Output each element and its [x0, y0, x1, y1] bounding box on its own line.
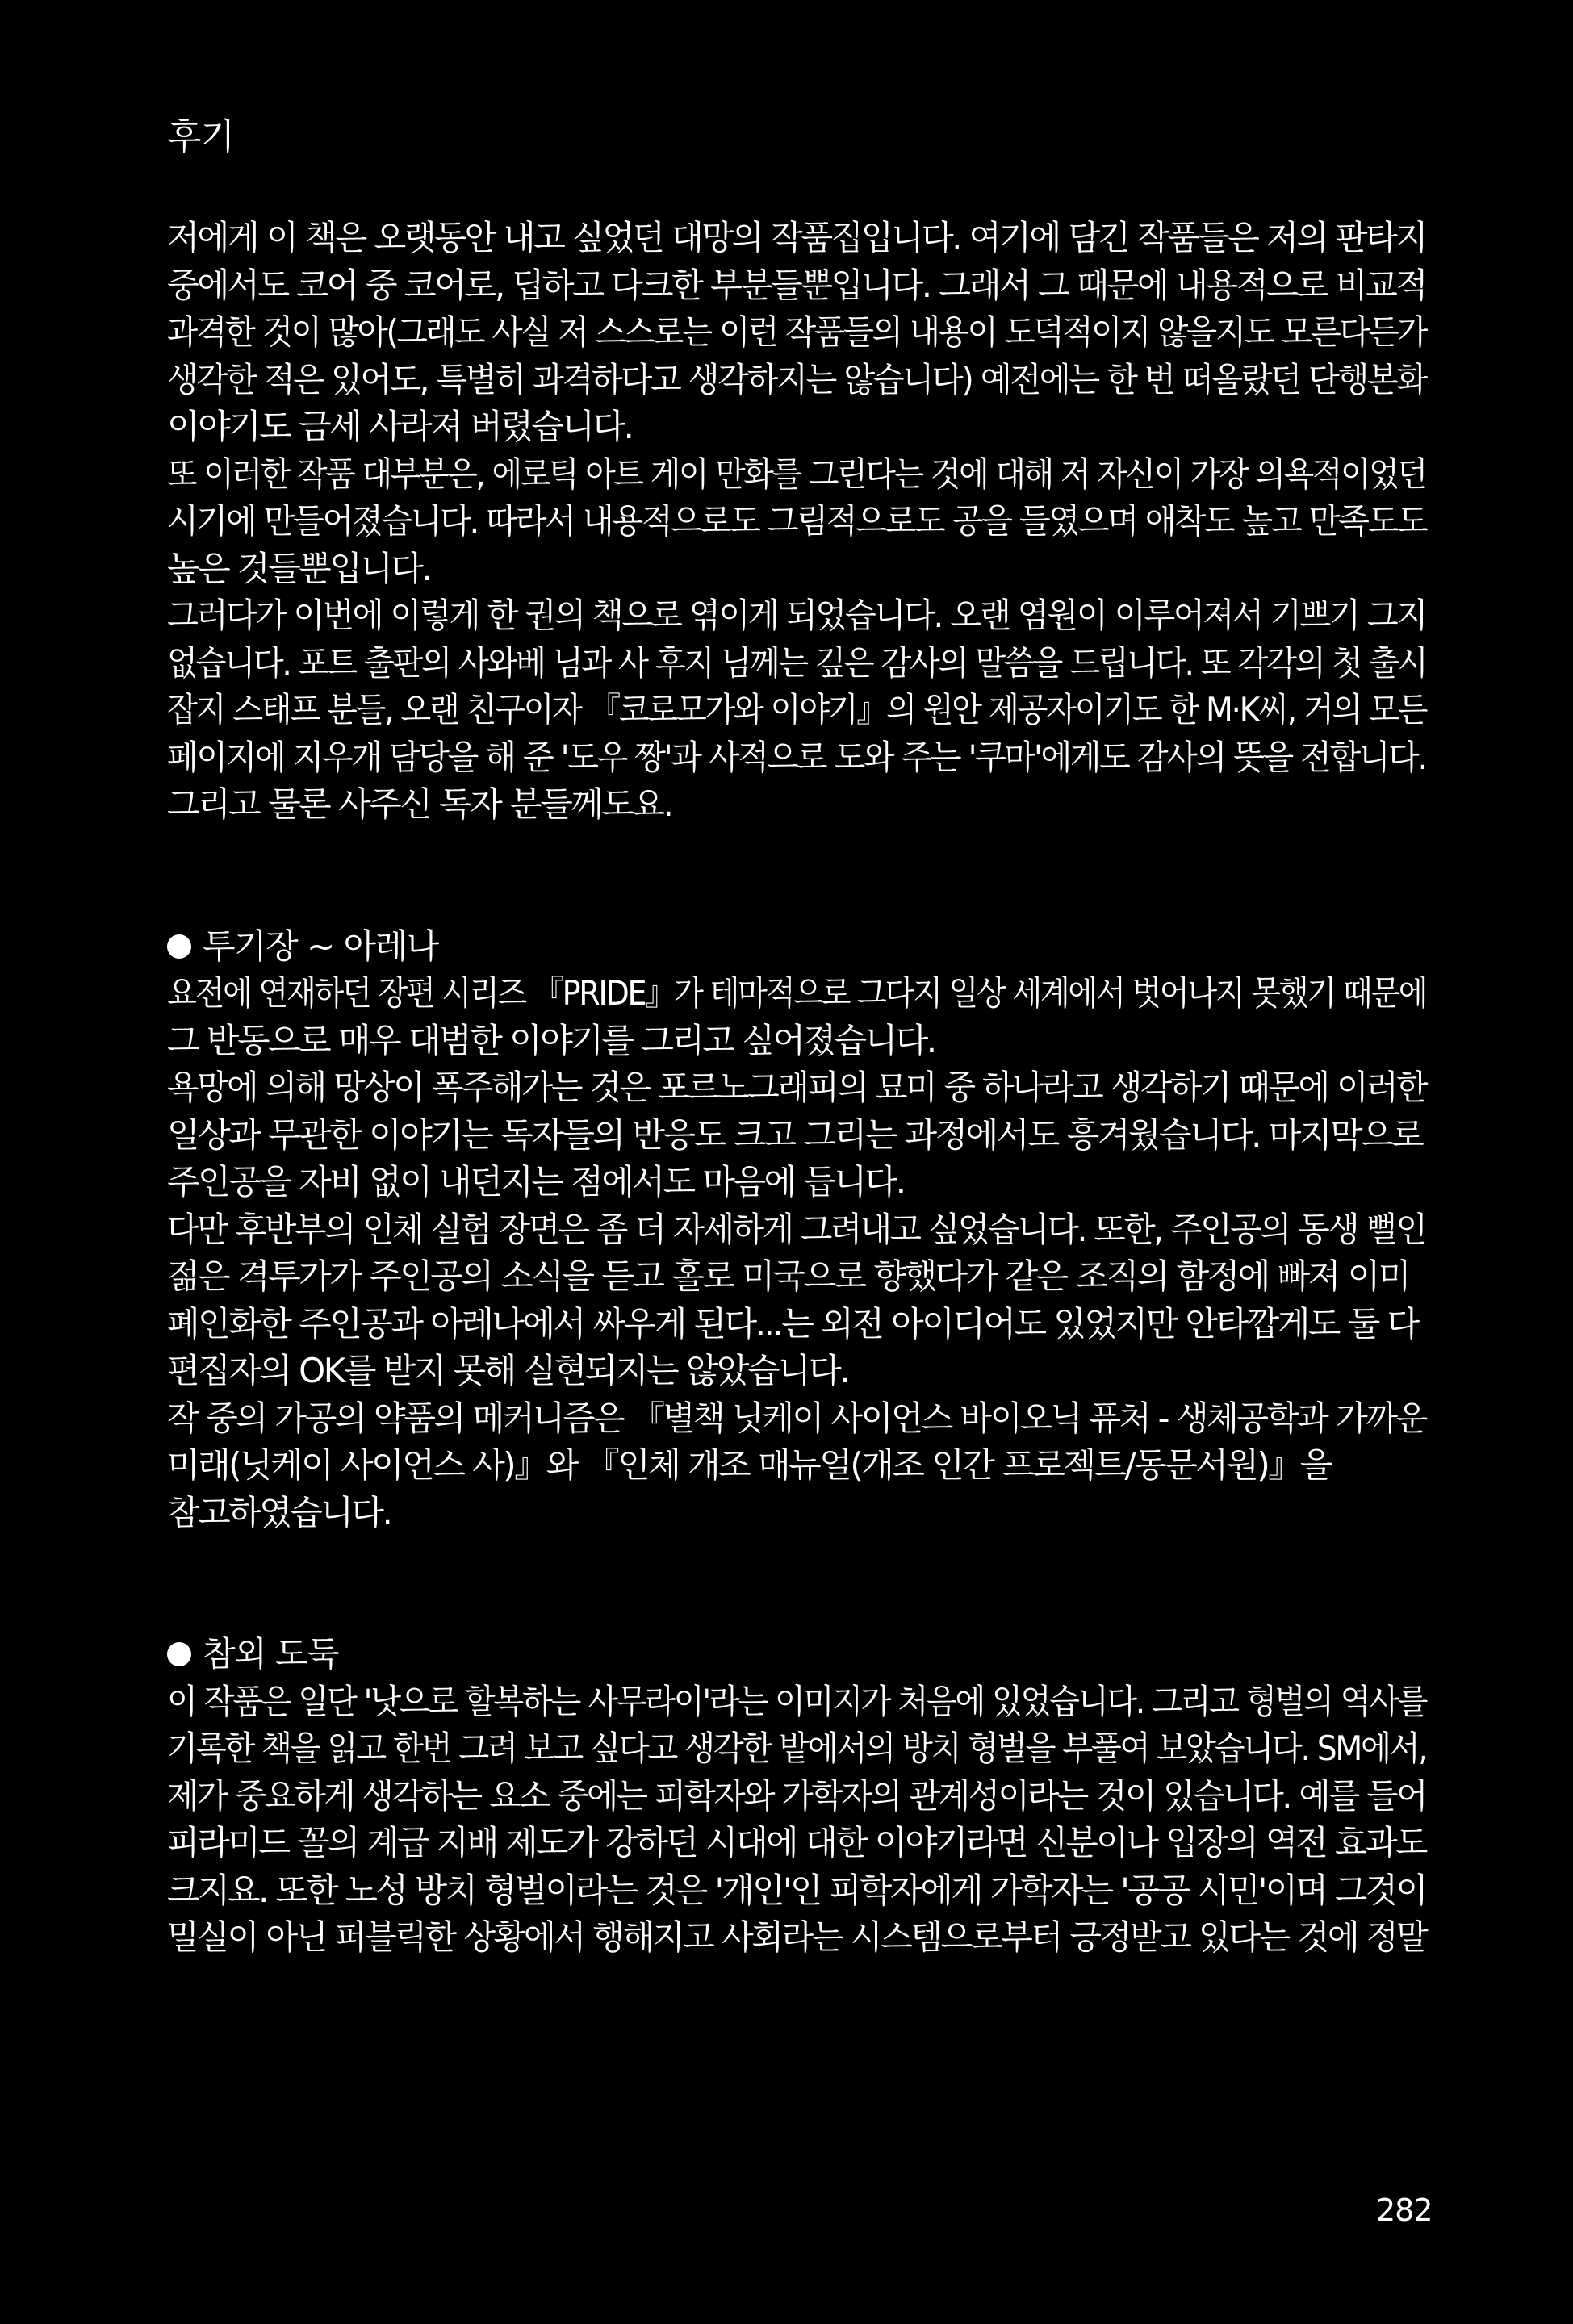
text-line: 그러다가 이번에 이렇게 한 권의 책으로 엮이게 되었습니다. 오랜 염원이 이루어져서 기쁘기 그지 — [167, 596, 1426, 635]
text-line: 이야기도 금세 사라져 버렸습니다. — [167, 407, 633, 446]
text-line: 참고하였습니다. — [167, 1492, 391, 1532]
text-line: 과격한 것이 많아(그래도 사실 저 스스로는 이런 작품들의 내용이 도덕적이지 않을지도 모른다든가 — [167, 312, 1427, 352]
text-line: 작 중의 가공의 약품의 메커니즘은 『별책 닛케이 사이언스 바이오닉 퓨처 - 생체공학과 가까운 — [167, 1398, 1427, 1438]
text-line: 일상과 무관한 이야기는 독자들의 반응도 크고 그리는 과정에서도 흥겨웠습니다. 마지막으로 — [167, 1114, 1423, 1155]
text-line: 페이지에 지우개 담당을 해 준 '도우 짱'과 사적으로 도와 주는 '쿠마'에게도 감사의 뜻을 전합니다. — [167, 737, 1426, 777]
text-line: 이 작품은 일단 '낫으로 할복하는 사무라이'라는 이미지가 처음에 있었습니다. 그리고 형벌의 역사를 — [167, 1681, 1427, 1721]
text-line: 그리고 물론 사주신 독자 분들께도요. — [167, 784, 672, 824]
text-line: 편집자의 OK를 받지 못해 실현되지는 않았습니다. — [167, 1351, 849, 1390]
text-line: 중에서도 코어 중 코어로, 딥하고 다크한 부분들뿐입니다. 그래서 그 때문에 내용적으로 비교적 — [167, 265, 1426, 305]
text-line: 크지요. 또한 노성 방치 형벌이라는 것은 '개인'인 피학자에게 가학자는 '공공 시민'이며 그것이 — [167, 1870, 1427, 1910]
section-title-text: 투기장 ~ 아레나 — [203, 926, 438, 966]
text-line: 밀실이 아닌 퍼블릭한 상황에서 행해지고 사회라는 시스템으로부터 긍정받고 있다는 것에 정말 — [167, 1917, 1427, 1957]
afterword-body — [167, 215, 1426, 1962]
page-heading: 후기 — [167, 116, 235, 157]
text-line: 피라미드 꼴의 계급 지배 제도가 강하던 시대에 대한 이야기라면 신분이나 입장의 역전 효과도 — [167, 1823, 1426, 1862]
paragraph-spacer — [167, 1536, 1426, 1631]
text-line: 또 이러한 작품 대부분은, 에로틱 아트 게이 만화를 그린다는 것에 대해 저 자신이 가장 의욕적이었던 — [167, 454, 1426, 494]
filled-circle-bullet-icon — [167, 1642, 191, 1666]
text-line: 그 반동으로 매우 대범한 이야기를 그리고 싶어졌습니다. — [167, 1020, 935, 1060]
section-title — [167, 1631, 1426, 1678]
section-arena — [167, 923, 1426, 1537]
text-line: 다만 후반부의 인체 실험 장면은 좀 더 자세하게 그려내고 싶었습니다. 또한, 주인공의 동생 뻘인 — [167, 1209, 1426, 1249]
section-title-text: 참외 도둑 — [203, 1634, 339, 1674]
text-line: 제가 중요하게 생각하는 요소 중에는 피학자와 가학자의 관계성이라는 것이 있습니다. 예를 들어 — [167, 1775, 1426, 1816]
text-line: 젊은 격투가가 주인공의 소식을 듣고 홀로 미국으로 향했다가 같은 조직의 함정에 빠져 이미 — [167, 1256, 1409, 1296]
text-line: 시기에 만들어졌습니다. 따라서 내용적으로도 그림적으로도 공을 들였으며 애착도 높고 만족도도 — [167, 501, 1427, 541]
text-line: 폐인화한 주인공과 아레나에서 싸우게 된다...는 외전 아이디어도 있었지만 안타깝게도 둘 다 — [167, 1303, 1418, 1344]
text-line: 욕망에 의해 망상이 폭주해가는 것은 포르노그래피의 묘미 중 하나라고 생각하기 때문에 이러한 — [167, 1068, 1427, 1107]
page-number: 282 — [1376, 2192, 1433, 2228]
paragraph-spacer — [167, 829, 1426, 923]
text-line: 미래(닛케이 사이언스 사)』와 『인체 개조 매뉴얼(개조 인간 프로젝트/동문서원)』을 — [167, 1445, 1331, 1485]
text-line: 높은 것들뿐입니다. — [167, 548, 431, 588]
filled-circle-bullet-icon — [167, 934, 191, 959]
text-line: 생각한 적은 있어도, 특별히 과격하다고 생각하지는 않습니다) 예전에는 한 번 떠올랐던 단행본화 — [167, 359, 1426, 399]
intro-text — [167, 215, 1426, 829]
text-line: 잡지 스태프 분들, 오랜 친구이자 『코로모가와 이야기』의 원안 제공자이기도 한 M·K씨, 거의 모든 — [167, 690, 1427, 729]
section-melon-thief — [167, 1631, 1426, 1962]
text-line: 저에게 이 책은 오랫동안 내고 싶었던 대망의 작품집입니다. 여기에 담긴 작품들은 저의 판타지 — [167, 218, 1426, 257]
text-line: 요전에 연재하던 장편 시리즈 『PRIDE』가 테마적으로 그다지 일상 세계에서 벗어나지 못했기 때문에 — [167, 973, 1427, 1013]
text-line: 없습니다. 포트 출판의 사와베 님과 사 후지 님께는 깊은 감사의 말씀을 드립니다. 또 각각의 첫 출시 — [167, 642, 1427, 683]
section-title — [167, 923, 1426, 971]
text-line: 주인공을 자비 없이 내던지는 점에서도 마음에 듭니다. — [167, 1162, 905, 1202]
text-line: 기록한 책을 읽고 한번 그려 보고 싶다고 생각한 밭에서의 방치 형벌을 부풀여 보았습니다. SM에서, — [167, 1728, 1427, 1768]
